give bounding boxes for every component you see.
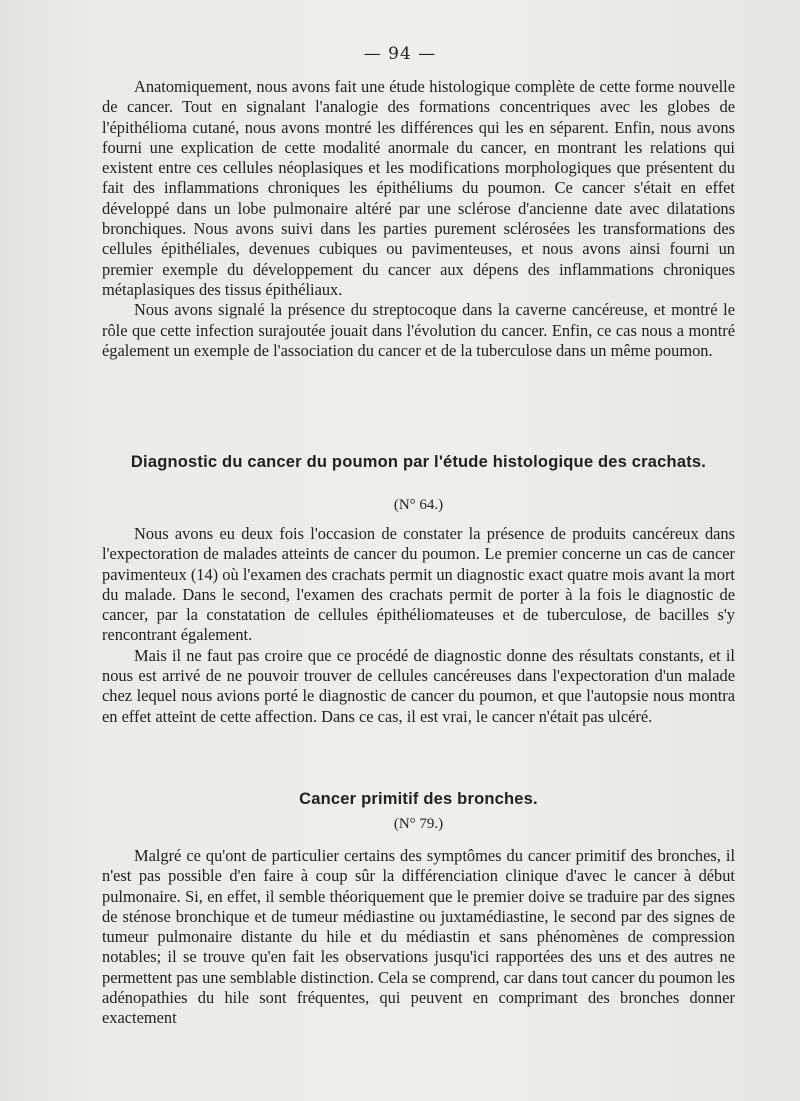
section-reference: (N° 79.): [393, 816, 444, 832]
section-bronches-text: [102, 846, 735, 1029]
section-title-bronches: Cancer primitif des bronches.: [299, 790, 538, 808]
page-number: — 94 —: [363, 44, 437, 64]
paragraph: Nous avons eu deux fois l'occasion de constater la présence de produits cancéreux dans l'expectoration de malades atteints de cancer du poumon. Le premier concerne un cas de cancer pavimenteux (14) où l'examen des crachats permit un diagnostic exact quatre mois avant la mort du malade. Dans le second, l'examen des crachats permit de porter à la fois le diagnostic de cancer, par la constatation de cellules épithéliomateuses et de tuberculose, de bacilles s'y rencontrant également.: [102, 524, 735, 645]
paragraph: Anatomiquement, nous avons fait une étude histologique complète de cette forme nouvelle de cancer. Tout en signalant l'analogie des formations concentriques avec les globes de l'épithélioma cutané, nous avons montré les différences qui les en séparent. Enfin, nous avons fourni une explication de cette modalité anormale du cancer, en montrant les relations qui existent entre ces cellules néoplasiques et les modifications morphologiques que présentent du fait des inflammations chroniques les épithéliums du poumon. Ce cancer s'était en effet développé dans un lobe pulmonaire altéré par une sclérose d'ancienne date avec dilatations bronchiques. Nous avons suivi dans les parties purement sclérosées les transformations des cellules épithéliales, devenues cubiques ou pavimenteuses, et nous avons ainsi fourni un premier exemple du développement du cancer aux dépens des inflammations chroniques métaplasiques des tissus épithéliaux.: [102, 77, 735, 299]
paragraph: Mais il ne faut pas croire que ce procédé de diagnostic donne des résultats constants, et il nous est arrivé de ne pouvoir trouver de cellules cancéreuses dans l'expectoration d'un malade chez lequel nous avions porté le diagnostic de cancer du poumon, et que l'autopsie nous montra en effet atteint de cette affection. Dans ce cas, il est vrai, le cancer n'était pas ulcéré.: [102, 645, 735, 726]
paragraph: Malgré ce qu'ont de particulier certains des symptômes du cancer primitif des bronches, il n'est pas possible d'en faire à coup sûr la différenciation clinique d'avec le cancer à début pulmonaire. Si, en effet, il semble théoriquement que le premier doive se traduire par des signes de sténose bronchique et de tumeur médiastine ou juxtamédiastine, le second par des signes de tumeur pulmonaire distante du hile et du médiastin et sans phénomènes de compression notables; il se trouve qu'en fait les observations jusqu'ici rapportées des uns et des autres ne permettent pas une semblable distinction. Cela se comprend, car dans tout cancer du poumon les adénopathies du hile sont fréquentes, qui peuvent en comprimant des bronches donner exactement: [102, 846, 735, 1028]
section-reference: (N° 64.): [393, 497, 444, 513]
section-title-diagnostic: Diagnostic du cancer du poumon par l'étude histologique des crachats.: [130, 453, 707, 471]
section-diagnostic-text: [102, 524, 735, 727]
paragraph: Nous avons signalé la présence du streptocoque dans la caverne cancéreuse, et montré le rôle que cette infection surajoutée jouait dans l'évolution du cancer. Enfin, ce cas nous a montré également un exemple de l'association du cancer et de la tuberculose dans un même poumon.: [102, 300, 735, 360]
intro-text: [102, 77, 735, 361]
